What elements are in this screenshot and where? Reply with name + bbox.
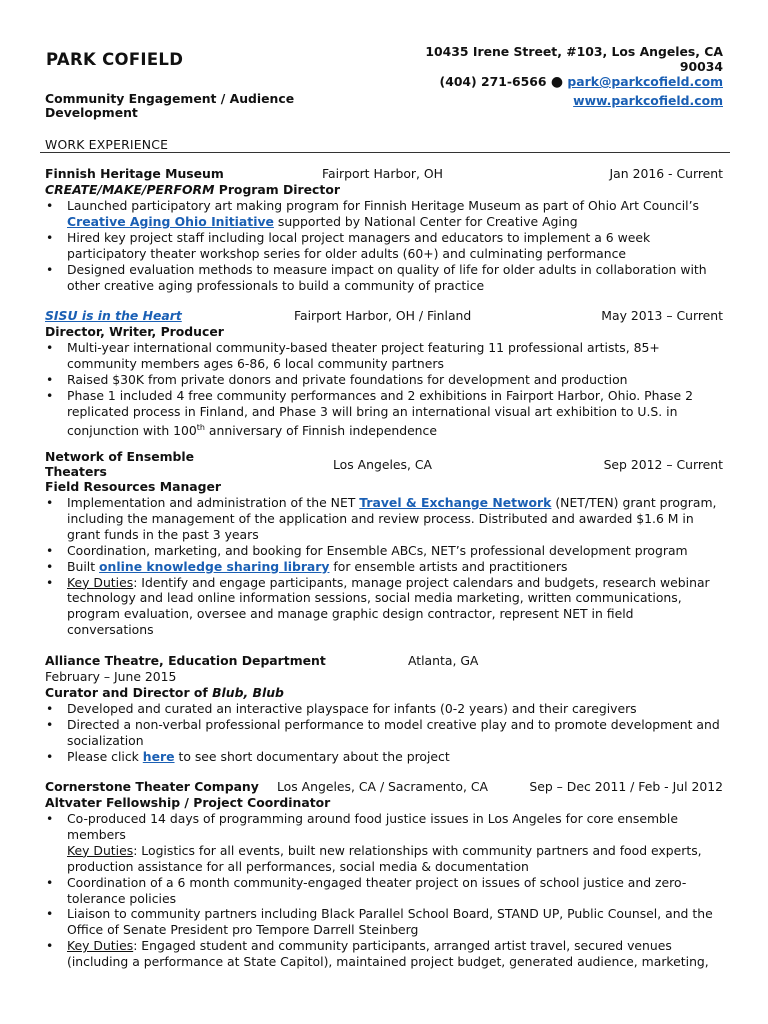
section-heading-work-experience: WORK EXPERIENCE xyxy=(45,137,169,152)
job-dates: Sep 2012 – Current xyxy=(603,457,723,472)
job-org: Network of Ensemble Theaters xyxy=(45,449,195,479)
job-dates: Jan 2016 - Current xyxy=(609,166,723,181)
knowledge-library-link[interactable]: online knowledge sharing library xyxy=(99,558,330,574)
job-dates: May 2013 – Current xyxy=(601,308,723,323)
bullet-item: • Implementation and administration of the NET Travel & Exchange Network (NET/TEN) grant program, including the management of the application and review process. Distributed and awarded $1.6 M in grant funds in the past 3 years xyxy=(45,495,723,543)
bullet-item: • Developed and curated an interactive playspace for infants (0-2 years) and their caregivers xyxy=(45,701,723,717)
bullet-item: • Key Duties: Identify and engage participants, manage project calendars and budgets, research webinar technology and lead online information sessions, social media marketing, written communications, program evaluation, oversee and manage graphic design contractor, represent NET in field conversations xyxy=(45,575,723,639)
travel-exchange-link[interactable]: Travel & Exchange Network xyxy=(359,495,552,510)
job-finnish-heritage-museum xyxy=(45,166,723,293)
contact-block xyxy=(393,44,723,108)
bullet-item: • Multi-year international community-based theater project featuring 11 professional artists, 85+ community members ages 6-86, 6 local community partners xyxy=(45,340,723,372)
job-org: Alliance Theatre, Education Department xyxy=(45,653,326,668)
separator-dot: ● xyxy=(550,74,564,90)
job-org: Finnish Heritage Museum xyxy=(45,166,224,181)
job-alliance-theatre xyxy=(45,653,723,765)
job-role: Director, Writer, Producer xyxy=(45,324,224,339)
website-link[interactable]: www.parkcofield.com xyxy=(573,93,723,108)
bullet-item: • Designed evaluation methods to measure impact on quality of life for older adults in collaboration with other creative aging professionals to build a community of practice xyxy=(45,262,723,294)
job-location: Los Angeles, CA / Sacramento, CA xyxy=(277,779,489,794)
job-cornerstone-theater xyxy=(45,779,723,970)
job-sisu xyxy=(45,308,723,439)
job-location: Los Angeles, CA xyxy=(333,457,433,472)
documentary-link[interactable]: here xyxy=(142,748,175,764)
bullet-item: • Co-produced 14 days of programming around food justice issues in Los Angeles for core ensemble members Key Duties: Logistics for all events, built new relationships with community partners and food experts, production assistance for all performances, social media & documentation xyxy=(45,811,723,875)
bullet-item: • Coordination, marketing, and booking for Ensemble ABCs, NET’s professional development program xyxy=(45,543,723,559)
bullet-item: • Coordination of a 6 month community-engaged theater project on issues of school justice and zero-tolerance policies xyxy=(45,875,723,907)
bullet-item: • Phase 1 included 4 free community performances and 2 exhibitions in Fairport Harbor, Ohio. Phase 2 replicated process in Finland, and Phase 3 will bring an international visual art exhibition to U.S. in conjunction with 100th anniversary of Finnish independence xyxy=(45,388,723,439)
bullet-item: • Launched participatory art making program for Finnish Heritage Museum as part of Ohio Art Council’s Creative Aging Ohio Initiative supported by National Center for Creative Aging xyxy=(45,198,723,230)
bullet-item: • Key Duties: Engaged student and community participants, arranged artist travel, secured venues (including a performance at State Capitol), maintained project budget, generated audience, marketing, xyxy=(45,938,723,970)
job-location: Atlanta, GA xyxy=(408,653,479,668)
job-location: Fairport Harbor, OH / Finland xyxy=(294,308,472,323)
job-role: CREATE/MAKE/PERFORM Program Director xyxy=(45,182,340,197)
bullet-item: • Hired key project staff including local project managers and educators to implement a 6 week participatory theater workshop series for older adults (60+) and culminating performance xyxy=(45,230,723,262)
bullet-item: • Raised $30K from private donors and private foundations for development and production xyxy=(45,372,723,388)
job-role: Field Resources Manager xyxy=(45,479,222,494)
email-link[interactable]: park@parkcofield.com xyxy=(567,74,723,89)
section-divider xyxy=(40,152,730,153)
job-location: Fairport Harbor, OH xyxy=(322,166,443,181)
creative-aging-link[interactable]: Creative Aging Ohio Initiative xyxy=(67,213,274,229)
sisu-link[interactable]: SISU is in the Heart xyxy=(45,308,182,323)
bullet-item: • Directed a non-verbal professional performance to model creative play and to promote development and socialization xyxy=(45,717,723,749)
job-dates: February – June 2015 xyxy=(45,669,177,684)
applicant-subtitle: Community Engagement / Audience Development xyxy=(45,91,295,120)
bullet-item: • Liaison to community partners including Black Parallel School Board, STAND UP, Public Counsel, and the Office of Senate President pro Tempore Darrell Steinberg xyxy=(45,906,723,938)
job-role: Altvater Fellowship / Project Coordinator xyxy=(45,795,331,810)
job-dates: Sep – Dec 2011 / Feb - Jul 2012 xyxy=(529,779,723,794)
address: 10435 Irene Street, #103, Los Angeles, CA 90034 xyxy=(425,44,723,74)
phone-email-line xyxy=(393,74,723,90)
phone: (404) 271-6566 xyxy=(439,74,547,89)
job-org: Cornerstone Theater Company xyxy=(45,779,259,794)
bullet-item: • Built online knowledge sharing library for ensemble artists and practitioners xyxy=(45,559,723,575)
job-network-of-ensemble-theaters xyxy=(45,449,723,638)
job-role: Curator and Director of Blub, Blub xyxy=(45,685,284,700)
applicant-name: PARK COFIELD xyxy=(46,50,184,69)
bullet-item: • Please click here to see short documentary about the project xyxy=(45,749,723,765)
